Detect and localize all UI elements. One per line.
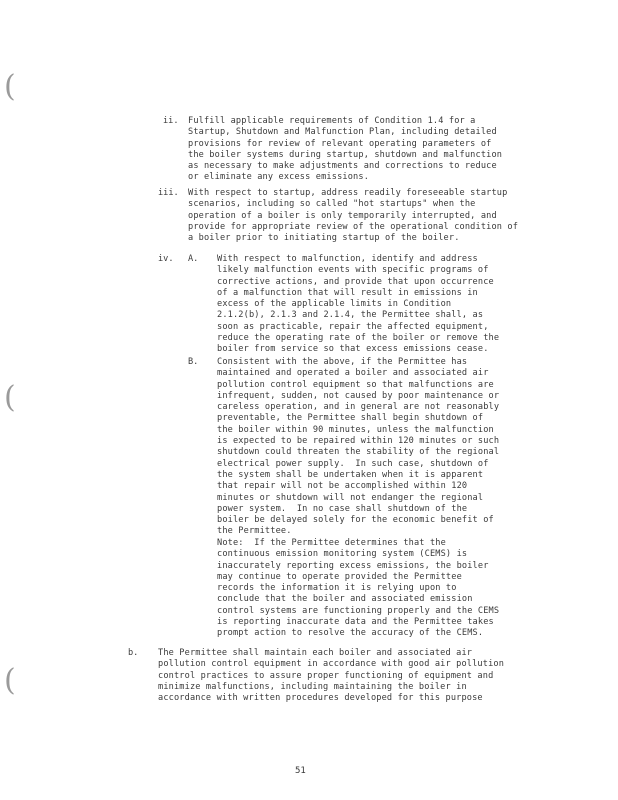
text-line: excess of the applicable limits in Condition [217, 299, 452, 310]
text-line: pollution control equipment in accordance with good air pollution [158, 659, 505, 670]
text-line: the boiler within 90 minutes, unless the malfunction [217, 424, 494, 435]
item-ii-marker: ii. [163, 116, 179, 126]
text-line: accordance with written procedures developed for this purpose [158, 693, 483, 704]
text-line: may continue to operate provided the Permittee [217, 571, 462, 582]
text-line: reduce the operating rate of the boiler or remove the [217, 333, 500, 344]
text-line: corrective actions, and provide that upon occurrence [217, 276, 494, 287]
text-line: control practices to assure proper functioning of equipment and [158, 670, 494, 681]
text-line: With respect to malfunction, identify and address [217, 254, 478, 264]
text-line: is expected to be repaired within 120 minutes or such [217, 436, 500, 447]
text-line: Fulfill applicable requirements of Condition 1.4 for a [188, 116, 476, 126]
item-iii-marker: iii. [158, 188, 179, 198]
item-iv-b-paragraph [217, 357, 499, 538]
item-ii-paragraph [188, 116, 502, 184]
text-line: boiler from service so that excess emissions cease. [217, 344, 489, 355]
text-line: minutes or shutdown will not endanger the regional [217, 492, 484, 503]
text-line: provisions for review of relevant operating parameters of [188, 138, 492, 149]
text-line: Consistent with the above, if the Permittee has [217, 357, 468, 367]
item-iv-b-marker: B. [188, 357, 199, 367]
item-iv-marker: iv. [158, 254, 174, 264]
page-number: 51 [295, 766, 306, 776]
text-line: is reporting inaccurate data and the Permittee takes [217, 617, 494, 628]
item-iii-paragraph [188, 188, 518, 244]
binder-hole-mark-middle: ( [4, 380, 16, 415]
item-b-marker: b. [128, 648, 139, 658]
text-line: operation of a boiler is only temporarily interrupted, and [188, 210, 497, 221]
text-line: careless operation, and in general are not reasonably [217, 402, 500, 413]
text-line: maintained and operated a boiler and associated air [217, 368, 489, 379]
text-line: prompt action to resolve the accuracy of the CEMS. [217, 628, 484, 639]
text-line: provide for appropriate review of the operational condition of [188, 221, 519, 232]
text-line: of a malfunction that will result in emissions in [217, 287, 478, 298]
text-line: Note: If the Permittee determines that the [217, 538, 446, 548]
text-line: pollution control equipment so that malfunctions are [217, 379, 494, 390]
text-line: 2.1.2(b), 2.1.3 and 2.1.4, the Permittee shall, as [217, 310, 484, 321]
item-b-paragraph [158, 648, 504, 704]
text-line: the boiler systems during startup, shutdown and malfunction [188, 149, 503, 160]
binder-hole-mark-top: ( [4, 69, 16, 104]
text-line: as necessary to make adjustments and corrections to reduce [188, 161, 497, 172]
text-line: inaccurately reporting excess emissions, the boiler [217, 560, 489, 571]
text-line: a boiler prior to initiating startup of the boiler. [188, 233, 460, 244]
text-line: conclude that the boiler and associated emission [217, 594, 473, 605]
text-line: soon as practicable, repair the affected equipment, [217, 321, 489, 332]
cems-note-paragraph [217, 538, 499, 640]
text-line: electrical power supply. In such case, shutdown of [217, 458, 489, 469]
text-line: The Permittee shall maintain each boiler and associated air [158, 648, 473, 658]
text-line: shutdown could threaten the stability of the regional [217, 447, 500, 458]
text-line: records the information it is relying upon to [217, 583, 457, 594]
text-line: likely malfunction events with specific programs of [217, 265, 489, 276]
text-line: Startup, Shutdown and Malfunction Plan, including detailed [188, 127, 497, 138]
binder-hole-mark-bottom: ( [4, 663, 16, 698]
text-line: the system shall be undertaken when it is apparent [217, 469, 484, 480]
text-line: or eliminate any excess emissions. [188, 172, 370, 183]
text-line: that repair will not be accomplished within 120 [217, 481, 468, 492]
text-line: continuous emission monitoring system (CEMS) is [217, 549, 468, 560]
text-line: minimize malfunctions, including maintaining the boiler in [158, 681, 467, 692]
item-iv-a-marker: A. [188, 254, 199, 264]
text-line: With respect to startup, address readily foreseeable startup [188, 188, 508, 198]
text-line: boiler be delayed solely for the economic benefit of [217, 515, 494, 526]
text-line: power system. In no case shall shutdown of the [217, 503, 468, 514]
text-line: infrequent, sudden, not caused by poor maintenance or [217, 390, 500, 401]
text-line: scenarios, including so called "hot startups" when the [188, 199, 476, 210]
text-line: control systems are functioning properly and the CEMS [217, 605, 500, 616]
item-iv-a-paragraph [217, 254, 499, 356]
text-line: preventable, the Permittee shall begin shutdown of [217, 413, 484, 424]
text-line: the Permittee. [217, 526, 292, 537]
